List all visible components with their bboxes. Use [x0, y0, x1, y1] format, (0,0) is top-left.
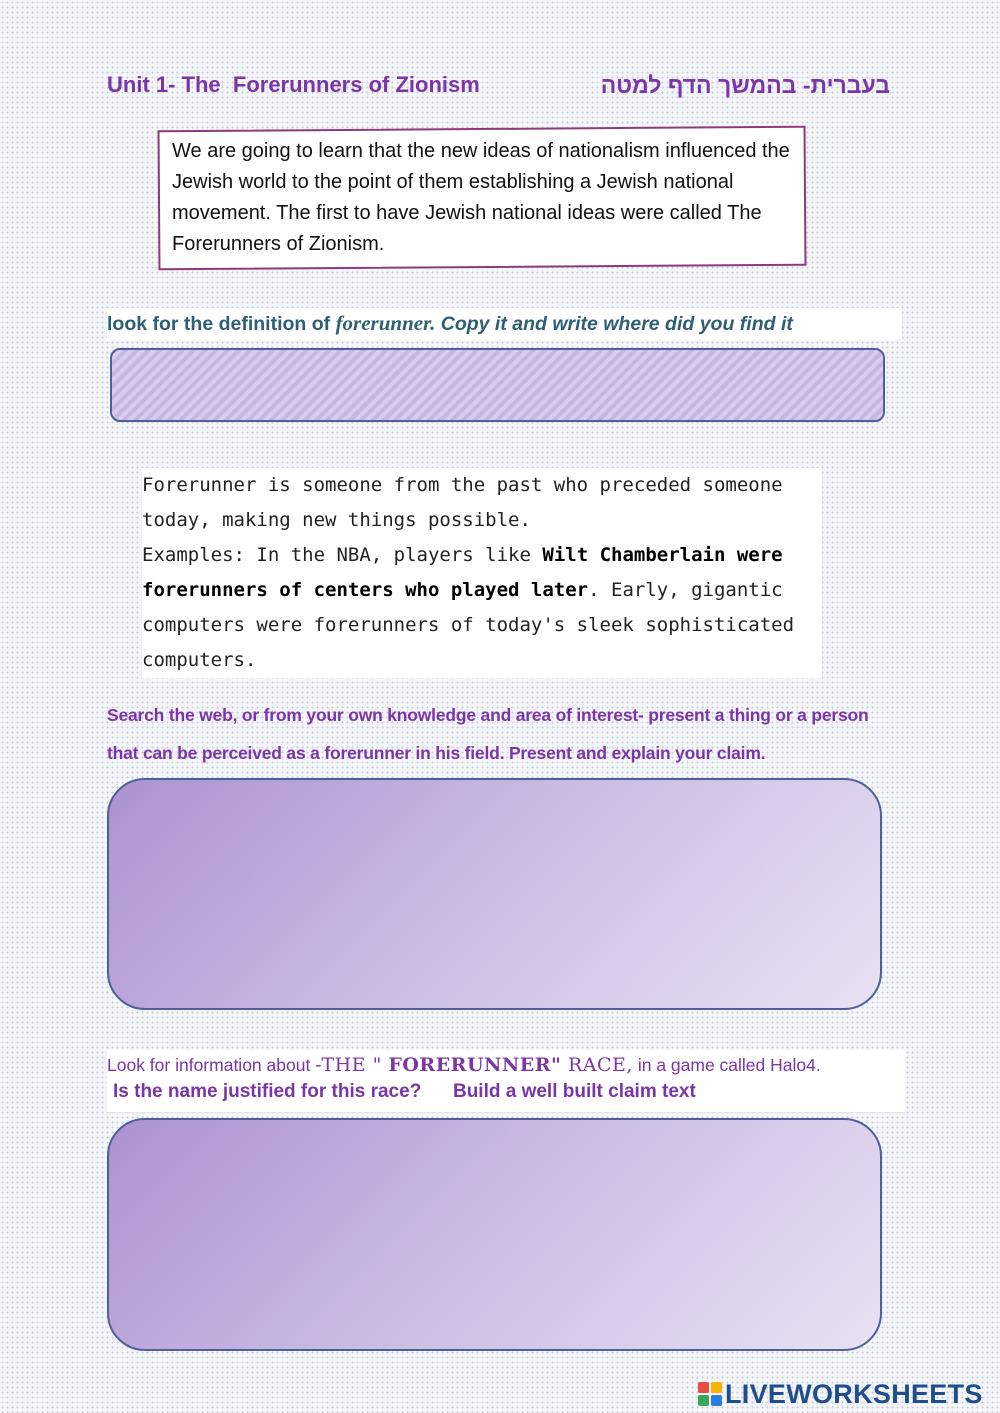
hebrew-note: בעברית- בהמשך הדף למטה: [600, 72, 890, 98]
question-3-race-suffix: RACE,: [561, 1054, 633, 1076]
question-1-part3: Copy it and write where did you find it: [435, 313, 793, 335]
question-3-race: [315, 1054, 633, 1076]
question-3: [107, 1054, 821, 1076]
definition-line: [142, 573, 822, 608]
question-3-part5: in a game called Halo4.: [632, 1055, 821, 1075]
definition-line: computers.: [142, 643, 822, 678]
definition-line: Forerunner is someone from the past who preceded someone: [142, 468, 822, 503]
definition-bold: Wilt Chamberlain were: [542, 544, 783, 566]
definition-text: Examples: In the NBA, players like: [142, 544, 543, 566]
logo-tile: [711, 1395, 722, 1406]
page-title: Unit 1- The Forerunners of Zionism: [107, 72, 480, 97]
question-1-term: forerunner.: [335, 311, 436, 335]
question-1: [107, 308, 902, 340]
intro-text: We are going to learn that the new ideas of nationalism influenced the Jewish world to the point of them establishing a Jewish national movement. The first to have Jewish national ideas were called The Forerunners of Zionism.: [171, 139, 790, 255]
logo-tile: [698, 1382, 709, 1393]
logo-tile: [698, 1395, 709, 1406]
intro-box: [158, 126, 807, 271]
answer-box-2[interactable]: [107, 778, 882, 1010]
question-3-prompt: Is the name justified for this race? Build a well built claim text: [113, 1081, 696, 1102]
liveworksheets-brand: [698, 1379, 983, 1409]
definition-line: computers were forerunners of today's sleek sophisticated: [142, 608, 822, 643]
question-1-part1: look for the definition of: [107, 313, 336, 335]
answer-box-1[interactable]: [110, 348, 885, 422]
logo-tile: [711, 1382, 722, 1393]
definition-text: . Early, gigantic: [588, 579, 783, 601]
brand-text: LIVEWORKSHEETS: [725, 1378, 983, 1409]
definition-block: [142, 468, 822, 678]
question-3-part1: Look for information about: [107, 1055, 316, 1075]
liveworksheets-logo-icon: [698, 1382, 722, 1406]
definition-line: [142, 538, 822, 573]
definition-bold: forerunners of centers who played later: [142, 579, 589, 601]
question-3-race-prefix: -THE ": [315, 1054, 389, 1076]
definition-line: today, making new things possible.: [142, 503, 822, 538]
question-3-race-name: FORERUNNER": [388, 1054, 562, 1076]
question-2: Search the web, or from your own knowledge and area of interest- present a thing or a person that can be perceived as a forerunner in his field. Present and explain your claim.: [107, 705, 869, 763]
answer-box-3[interactable]: [107, 1118, 882, 1351]
